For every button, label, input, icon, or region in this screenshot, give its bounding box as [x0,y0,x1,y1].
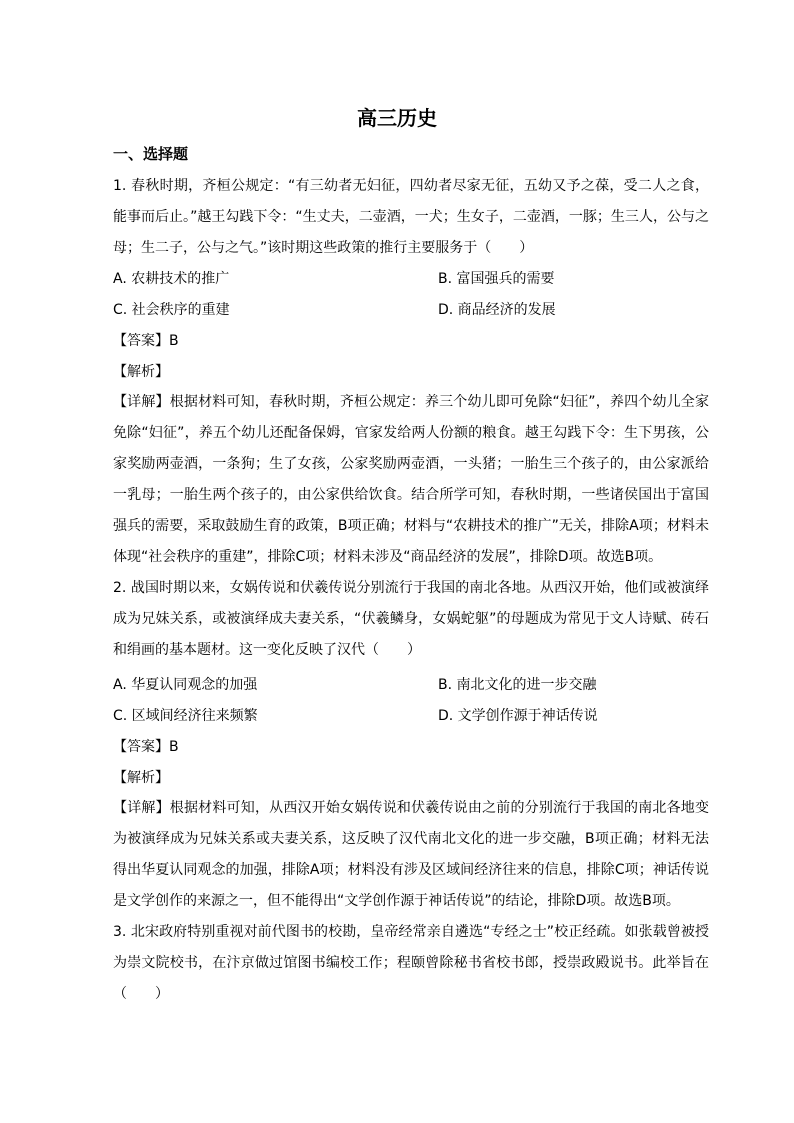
section-heading: 一、选择题 [113,145,189,163]
question-1-option-c: C. 社会秩序的重建 [113,302,230,318]
question-2-analysis-label: 【解析】 [113,770,169,786]
question-1-answer: 【答案】B [113,333,179,349]
question-2-option-c: C. 区域间经济往来频繁 [113,708,258,724]
question-2-stem: 2. 战国时期以来，女娲传说和伏羲传说分别流行于我国的南北各地。从西汉开始，他们或被演绎成为兄妹关系，或被演绎成夫妻关系，“伏羲鳞身，女娲蛇躯”的母题成为常见于文人诗赋、砖石和绢画的基本题材。这一变化反映了汉代（ ） [113,580,709,658]
question-2-answer: 【答案】B [113,739,179,755]
page-title: 高三历史 [357,106,437,130]
question-2-detail: 【详解】根据材料可知，从西汉开始女娲传说和伏羲传说由之前的分别流行于我国的南北各地变为被演绎成为兄妹关系或夫妻关系，这反映了汉代南北文化的进一步交融，B项正确；材料无法得出华夏认同观念的加强，排除A项；材料没有涉及区域间经济往来的信息，排除C项；神话传说是文学创作的来源之一，但不能得出“文学创作源于神话传说”的结论，排除D项。故选B项。 [113,800,709,909]
question-1-stem: 1. 春秋时期，齐桓公规定：“有三幼者无妇征，四幼者尽家无征，五幼又予之葆，受二人之食，能事而后止。”越王勾践下令：“生丈夫，二壶酒，一犬；生女子，二壶酒，一豚；生三人，公与之母；生二子，公与之气。”该时期这些政策的推行主要服务于（ ） [113,178,709,256]
question-1-option-b: B. 富国强兵的需要 [438,271,555,287]
question-3-stem: 3. 北宋政府特别重视对前代图书的校勘，皇帝经常亲自遴选“专经之士”校正经疏。如张载曾被授为崇文院校书，在汴京做过馆图书编校工作；程颐曾除秘书省校书郎，授崇政殿说书。此举旨在（ ） [113,924,709,1002]
question-2-option-b: B. 南北文化的进一步交融 [438,677,597,693]
question-1-option-d: D. 商品经济的发展 [438,302,556,318]
question-1-detail: 【详解】根据材料可知，春秋时期，齐桓公规定：养三个幼儿即可免除“妇征”，养四个幼儿全家免除“妇征”，养五个幼儿还配备保姆，官家发给两人份额的粮食。越王勾践下令：生下男孩，公家奖励两壶酒，一条狗；生了女孩，公家奖励两壶酒，一头猪；一胎生三个孩子的，由公家派给一乳母；一胎生两个孩子的，由公家供给饮食。结合所学可知，春秋时期，一些诸侯国出于富国强兵的需要，采取鼓励生育的政策，B项正确；材料与“农耕技术的推广”无关，排除A项；材料未体现“社会秩序的重建”，排除C项；材料未涉及“商品经济的发展”，排除D项。故选B项。 [113,394,709,565]
question-1-option-a: A. 农耕技术的推广 [113,271,230,287]
question-2-option-d: D. 文学创作源于神话传说 [438,708,598,724]
question-1-analysis-label: 【解析】 [113,364,169,380]
question-2-option-a: A. 华夏认同观念的加强 [113,677,258,693]
